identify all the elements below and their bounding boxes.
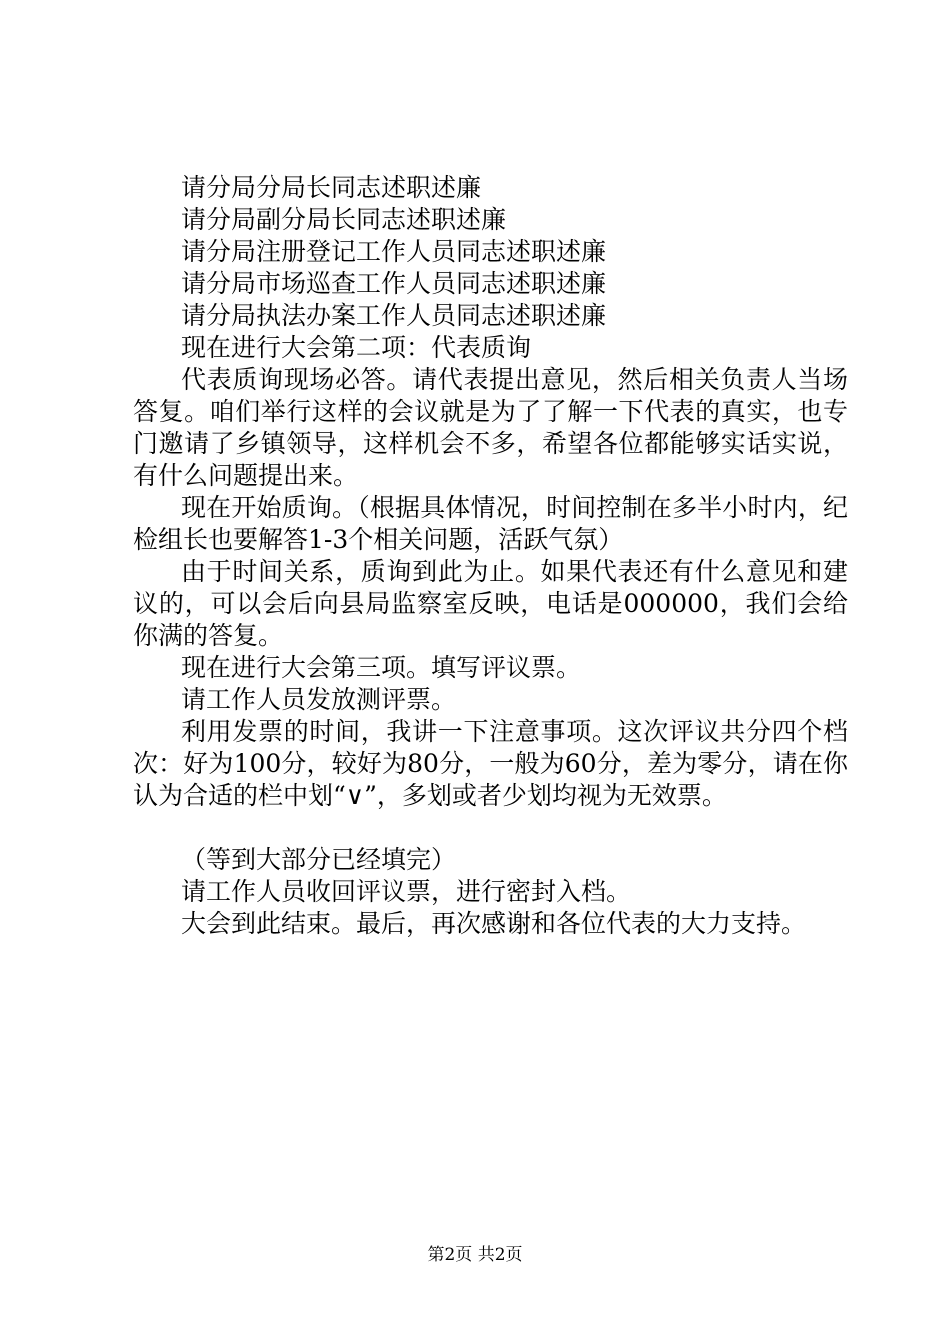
- blank-line: [133, 812, 848, 844]
- paragraph-inquiry-intro: 代表质询现场必答。请代表提出意见，然后相关负责人当场答复。咱们举行这样的会议就是为了了解一下代表的真实，也专门邀请了乡镇领导，这样机会不多，希望各位都能够实话实说，有什么问题提出来。: [133, 365, 848, 490]
- paragraph-inquiry-start: 现在开始质询。（根据具体情况，时间控制在多半小时内，纪检组长也要解答1-3个相关问题，活跃气氛）: [133, 493, 848, 554]
- paragraph-speech-5: 请分局执法办案工作人员同志述职述廉: [181, 301, 607, 330]
- paragraph-agenda-item-2: 现在进行大会第二项：代表质询: [181, 333, 532, 362]
- page-footer: 第2页 共2页: [427, 1245, 523, 1265]
- paragraph-speech-3: 请分局注册登记工作人员同志述职述廉: [181, 237, 607, 266]
- paragraph-waiting-note: （等到大部分已经填完）: [181, 845, 457, 874]
- paragraph-speech-4: 请分局市场巡查工作人员同志述职述廉: [181, 269, 607, 298]
- paragraph-speech-1: 请分局分局长同志述职述廉: [181, 173, 482, 202]
- paragraph-distribute-ballots: 请工作人员发放测评票。: [181, 685, 457, 714]
- paragraph-closing: 大会到此结束。最后，再次感谢和各位代表的大力支持。: [181, 909, 807, 938]
- paragraph-collect-ballots: 请工作人员收回评议票，进行密封入档。: [181, 877, 632, 906]
- paragraph-voting-notes: 利用发票的时间，我讲一下注意事项。这次评议共分四个档次：好为100分，较好为80分，一般为60分，差为零分，请在你认为合适的栏中划“∨”，多划或者少划均视为无效票。: [133, 717, 848, 810]
- document-body: [133, 172, 848, 940]
- paragraph-speech-2: 请分局副分局长同志述职述廉: [181, 205, 507, 234]
- paragraph-agenda-item-3: 现在进行大会第三项。填写评议票。: [181, 653, 582, 682]
- paragraph-inquiry-end: 由于时间关系，质询到此为止。如果代表还有什么意见和建议的，可以会后向县局监察室反映，电话是000000，我们会给你满的答复。: [133, 557, 848, 650]
